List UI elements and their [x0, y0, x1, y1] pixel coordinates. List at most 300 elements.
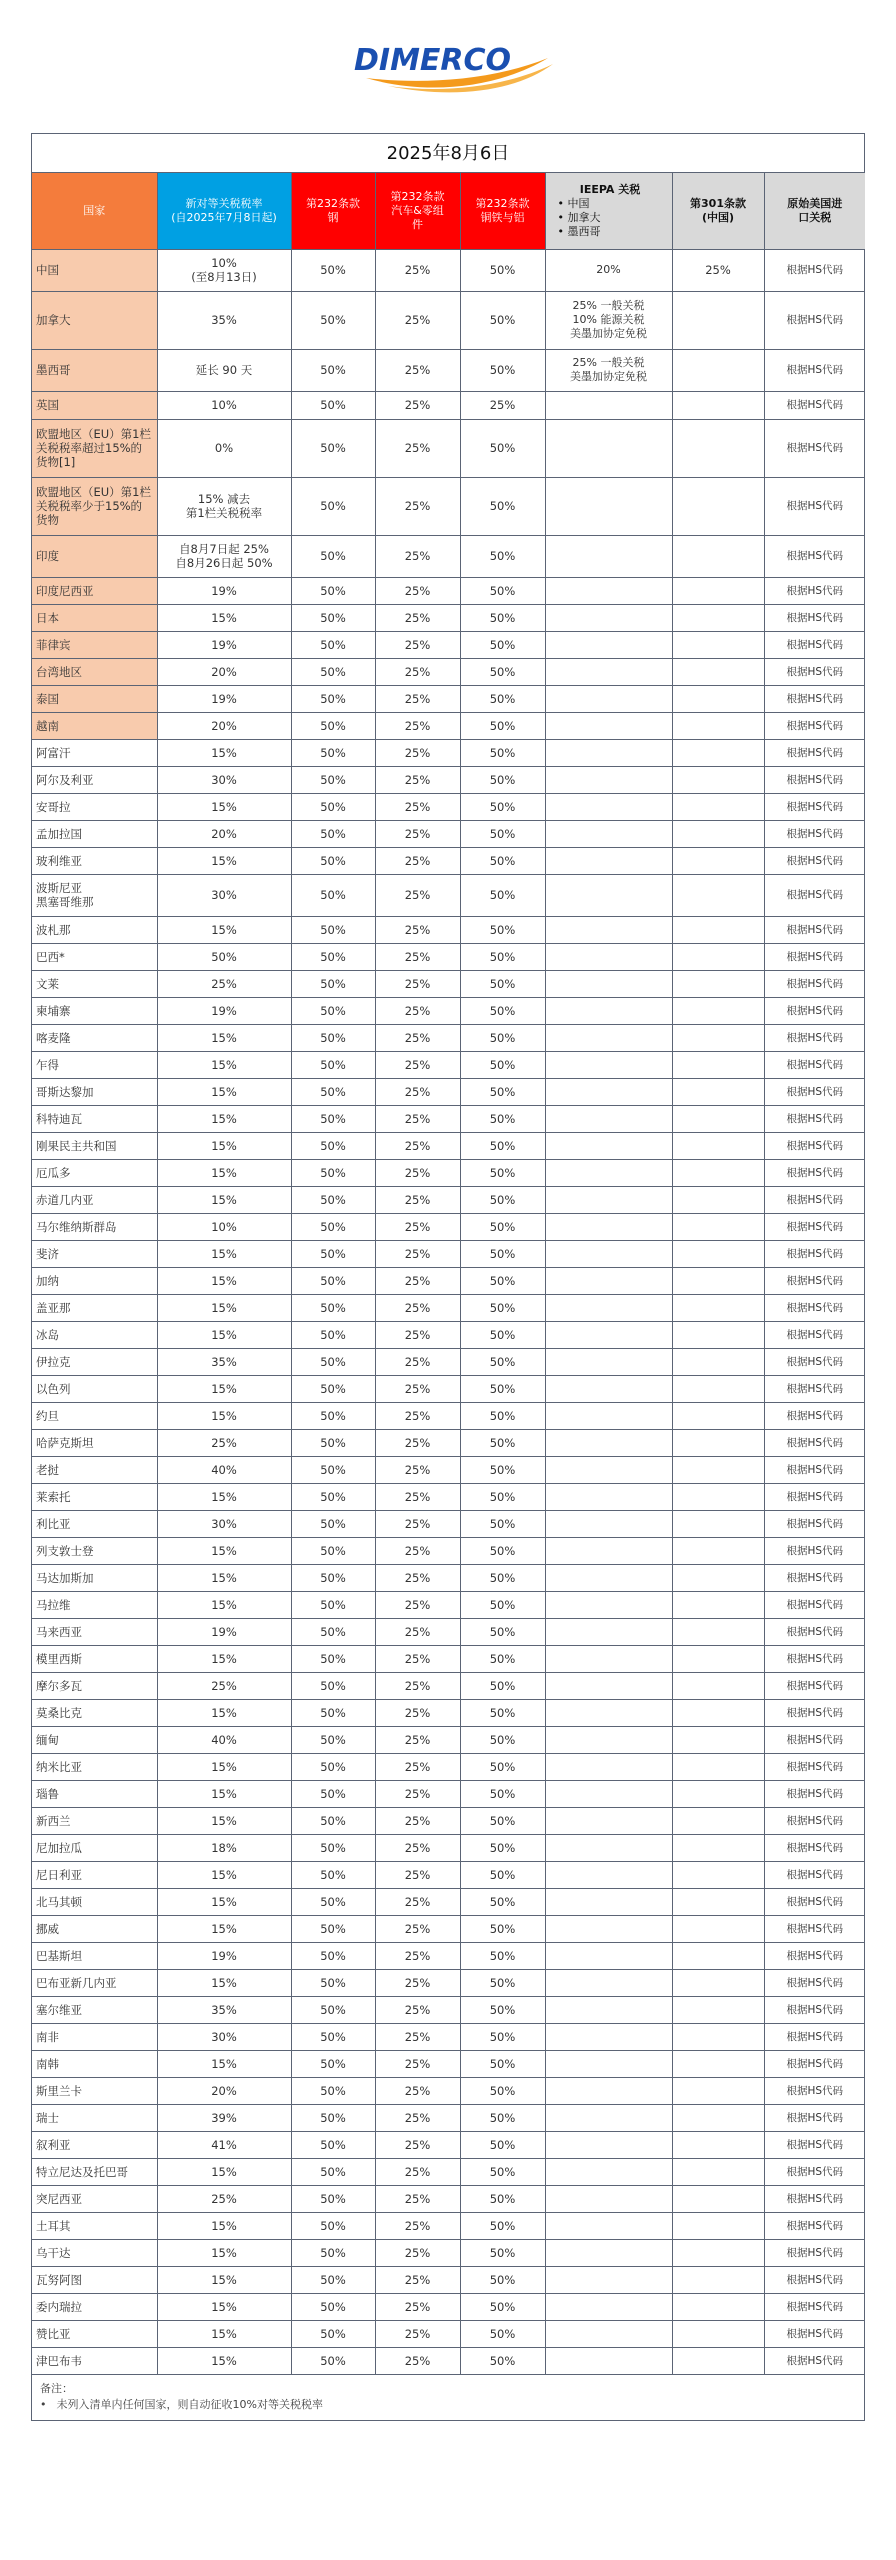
- cell-232-steel: 50%: [291, 604, 375, 631]
- cell-232-copper: 50%: [460, 970, 545, 997]
- cell-232-steel: 50%: [291, 2131, 375, 2158]
- table-row: [32, 2104, 865, 2131]
- cell-301: [672, 1942, 764, 1969]
- table-row: [32, 1294, 865, 1321]
- table-row: [32, 2320, 865, 2347]
- cell-original-duty: 根据HS代码: [764, 2077, 865, 2104]
- cell-232-auto: 25%: [375, 943, 460, 970]
- table-row: [32, 2050, 865, 2077]
- table-row: [32, 685, 865, 712]
- cell-new-rate: 19%: [157, 685, 291, 712]
- cell-232-auto: 25%: [375, 291, 460, 349]
- table-row: [32, 1213, 865, 1240]
- cell-232-auto: 25%: [375, 1105, 460, 1132]
- cell-301: [672, 1861, 764, 1888]
- cell-232-auto: 25%: [375, 1834, 460, 1861]
- table-row: [32, 249, 865, 291]
- cell-ieepa: [545, 604, 672, 631]
- footnote: [32, 2375, 864, 2420]
- cell-original-duty: 根据HS代码: [764, 1348, 865, 1375]
- cell-232-auto: 25%: [375, 1861, 460, 1888]
- cell-301: [672, 847, 764, 874]
- cell-301: [672, 2104, 764, 2131]
- cell-original-duty: 根据HS代码: [764, 820, 865, 847]
- cell-new-rate: 15%: [157, 2050, 291, 2077]
- cell-new-rate: 15%: [157, 1375, 291, 1402]
- cell-301: [672, 916, 764, 943]
- cell-new-rate: 40%: [157, 1726, 291, 1753]
- cell-ieepa: [545, 1807, 672, 1834]
- cell-new-rate: 15%: [157, 2212, 291, 2239]
- cell-country: 乍得: [32, 1051, 157, 1078]
- cell-ieepa: [545, 2050, 672, 2077]
- cell-original-duty: 根据HS代码: [764, 1699, 865, 1726]
- cell-original-duty: 根据HS代码: [764, 419, 865, 477]
- cell-232-auto: 25%: [375, 1294, 460, 1321]
- cell-new-rate: 30%: [157, 874, 291, 916]
- cell-new-rate: 19%: [157, 577, 291, 604]
- cell-232-steel: 50%: [291, 1402, 375, 1429]
- cell-ieepa: [545, 1564, 672, 1591]
- cell-232-steel: 50%: [291, 1051, 375, 1078]
- cell-country: 瑙鲁: [32, 1780, 157, 1807]
- cell-original-duty: 根据HS代码: [764, 1996, 865, 2023]
- cell-ieepa: [545, 2104, 672, 2131]
- table-row: [32, 391, 865, 419]
- table-row: [32, 1996, 865, 2023]
- cell-232-copper: 50%: [460, 1834, 545, 1861]
- cell-232-auto: 25%: [375, 1726, 460, 1753]
- cell-232-auto: 25%: [375, 1186, 460, 1213]
- cell-232-steel: 50%: [291, 1645, 375, 1672]
- cell-301: [672, 1186, 764, 1213]
- cell-original-duty: 根据HS代码: [764, 1024, 865, 1051]
- cell-232-copper: 50%: [460, 477, 545, 535]
- cell-original-duty: 根据HS代码: [764, 1105, 865, 1132]
- cell-country: 巴布亚新几内亚: [32, 1969, 157, 1996]
- cell-original-duty: 根据HS代码: [764, 2293, 865, 2320]
- cell-232-steel: 50%: [291, 2023, 375, 2050]
- cell-country: 玻利维亚: [32, 847, 157, 874]
- cell-232-copper: 50%: [460, 1726, 545, 1753]
- cell-232-steel: 50%: [291, 970, 375, 997]
- cell-232-auto: 25%: [375, 874, 460, 916]
- cell-original-duty: 根据HS代码: [764, 391, 865, 419]
- cell-301: [672, 1645, 764, 1672]
- cell-232-auto: 25%: [375, 685, 460, 712]
- cell-301: [672, 712, 764, 739]
- table-row: [32, 2212, 865, 2239]
- table-row: [32, 1807, 865, 1834]
- cell-country: 台湾地区: [32, 658, 157, 685]
- cell-232-steel: 50%: [291, 766, 375, 793]
- cell-ieepa: [545, 1375, 672, 1402]
- cell-232-copper: 25%: [460, 391, 545, 419]
- cell-new-rate: 15%: [157, 1105, 291, 1132]
- cell-232-steel: 50%: [291, 1240, 375, 1267]
- cell-232-auto: 25%: [375, 1348, 460, 1375]
- cell-ieepa: [545, 477, 672, 535]
- cell-232-auto: 25%: [375, 477, 460, 535]
- cell-ieepa: [545, 1699, 672, 1726]
- cell-301: [672, 1348, 764, 1375]
- header-ieepa-title: IEEPA 关税: [579, 182, 641, 196]
- table-row: [32, 2185, 865, 2212]
- cell-232-steel: 50%: [291, 943, 375, 970]
- cell-new-rate: 15%: [157, 1024, 291, 1051]
- table-row: [32, 1267, 865, 1294]
- table-row: [32, 1186, 865, 1213]
- cell-301: [672, 2347, 764, 2374]
- cell-301: [672, 766, 764, 793]
- cell-232-steel: 50%: [291, 1996, 375, 2023]
- cell-original-duty: 根据HS代码: [764, 685, 865, 712]
- cell-232-steel: 50%: [291, 2077, 375, 2104]
- cell-new-rate: 15%: [157, 2239, 291, 2266]
- cell-232-auto: 25%: [375, 2158, 460, 2185]
- cell-country: 马尔维纳斯群岛: [32, 1213, 157, 1240]
- cell-original-duty: 根据HS代码: [764, 291, 865, 349]
- cell-232-copper: 50%: [460, 2077, 545, 2104]
- cell-232-copper: 50%: [460, 1024, 545, 1051]
- cell-232-copper: 50%: [460, 1132, 545, 1159]
- table-row: [32, 1159, 865, 1186]
- cell-new-rate: 40%: [157, 1456, 291, 1483]
- cell-country: 列支敦士登: [32, 1537, 157, 1564]
- cell-232-copper: 50%: [460, 2104, 545, 2131]
- cell-232-auto: 25%: [375, 2185, 460, 2212]
- cell-ieepa: [545, 1861, 672, 1888]
- cell-new-rate: 15%: [157, 1186, 291, 1213]
- table-row: [32, 847, 865, 874]
- cell-232-steel: 50%: [291, 1348, 375, 1375]
- cell-232-steel: 50%: [291, 2266, 375, 2293]
- cell-new-rate: 15%: [157, 1051, 291, 1078]
- cell-ieepa: [545, 2023, 672, 2050]
- cell-232-auto: 25%: [375, 535, 460, 577]
- cell-301: [672, 2266, 764, 2293]
- cell-ieepa: [545, 2158, 672, 2185]
- cell-original-duty: 根据HS代码: [764, 658, 865, 685]
- cell-original-duty: 根据HS代码: [764, 1186, 865, 1213]
- cell-232-auto: 25%: [375, 793, 460, 820]
- cell-232-copper: 50%: [460, 1240, 545, 1267]
- cell-301: [672, 1402, 764, 1429]
- cell-232-auto: 25%: [375, 1618, 460, 1645]
- cell-232-steel: 50%: [291, 712, 375, 739]
- cell-301: [672, 1483, 764, 1510]
- cell-232-auto: 25%: [375, 631, 460, 658]
- table-row: [32, 1969, 865, 1996]
- header-ieepa-item: • 加拿大: [558, 211, 669, 225]
- cell-country: 尼加拉瓜: [32, 1834, 157, 1861]
- cell-232-copper: 50%: [460, 1456, 545, 1483]
- table-row: [32, 1321, 865, 1348]
- table-row: [32, 349, 865, 391]
- cell-232-steel: 50%: [291, 2320, 375, 2347]
- cell-ieepa: [545, 1024, 672, 1051]
- cell-country: 安哥拉: [32, 793, 157, 820]
- cell-new-rate: 20%: [157, 712, 291, 739]
- table-row: [32, 1402, 865, 1429]
- cell-232-steel: 50%: [291, 1456, 375, 1483]
- cell-232-copper: 50%: [460, 291, 545, 349]
- cell-original-duty: 根据HS代码: [764, 1564, 865, 1591]
- cell-ieepa: [545, 2347, 672, 2374]
- cell-301: [672, 1105, 764, 1132]
- cell-country: 马达加斯加: [32, 1564, 157, 1591]
- cell-232-copper: 50%: [460, 739, 545, 766]
- cell-original-duty: 根据HS代码: [764, 2131, 865, 2158]
- cell-301: [672, 1888, 764, 1915]
- cell-232-steel: 50%: [291, 1969, 375, 1996]
- cell-new-rate: 15%: [157, 2293, 291, 2320]
- cell-232-copper: 50%: [460, 1402, 545, 1429]
- cell-new-rate: 0%: [157, 419, 291, 477]
- table-row: [32, 1726, 865, 1753]
- table-row: [32, 419, 865, 477]
- cell-232-steel: 50%: [291, 349, 375, 391]
- cell-new-rate: 30%: [157, 2023, 291, 2050]
- cell-original-duty: 根据HS代码: [764, 2185, 865, 2212]
- cell-ieepa: [545, 1186, 672, 1213]
- cell-original-duty: 根据HS代码: [764, 1267, 865, 1294]
- cell-301: [672, 1726, 764, 1753]
- table-row: [32, 604, 865, 631]
- cell-country: 北马其顿: [32, 1888, 157, 1915]
- cell-ieepa: [545, 1618, 672, 1645]
- cell-country: 老挝: [32, 1456, 157, 1483]
- cell-301: [672, 1159, 764, 1186]
- cell-original-duty: 根据HS代码: [764, 766, 865, 793]
- cell-original-duty: 根据HS代码: [764, 1456, 865, 1483]
- table-row: [32, 916, 865, 943]
- cell-original-duty: 根据HS代码: [764, 916, 865, 943]
- table-row: [32, 1780, 865, 1807]
- cell-new-rate: 15%: [157, 1807, 291, 1834]
- cell-country: 波斯尼亚 黑塞哥维那: [32, 874, 157, 916]
- cell-232-steel: 50%: [291, 1618, 375, 1645]
- cell-new-rate: 15%: [157, 1537, 291, 1564]
- footnote-label: 备注：: [40, 2381, 73, 2395]
- cell-ieepa: [545, 1915, 672, 1942]
- cell-ieepa: [545, 1294, 672, 1321]
- cell-ieepa: [545, 847, 672, 874]
- cell-original-duty: 根据HS代码: [764, 1483, 865, 1510]
- cell-232-auto: 25%: [375, 2131, 460, 2158]
- cell-ieepa: [545, 874, 672, 916]
- table-row: [32, 2023, 865, 2050]
- cell-new-rate: 41%: [157, 2131, 291, 2158]
- table-row: [32, 477, 865, 535]
- table-row: [32, 1429, 865, 1456]
- cell-232-auto: 25%: [375, 2104, 460, 2131]
- cell-new-rate: 10%: [157, 391, 291, 419]
- cell-232-copper: 50%: [460, 1591, 545, 1618]
- table-row: [32, 1564, 865, 1591]
- cell-301: [672, 477, 764, 535]
- cell-232-steel: 50%: [291, 916, 375, 943]
- cell-new-rate: 15%: [157, 1591, 291, 1618]
- table-row: [32, 1834, 865, 1861]
- cell-301: [672, 739, 764, 766]
- cell-232-steel: 50%: [291, 1132, 375, 1159]
- table-row: [32, 1672, 865, 1699]
- table-row: [32, 1456, 865, 1483]
- table-row: [32, 1591, 865, 1618]
- cell-232-steel: 50%: [291, 535, 375, 577]
- cell-232-auto: 25%: [375, 419, 460, 477]
- cell-232-auto: 25%: [375, 2239, 460, 2266]
- table-row: [32, 1483, 865, 1510]
- cell-original-duty: 根据HS代码: [764, 1807, 865, 1834]
- table-row: [32, 1510, 865, 1537]
- cell-country: 利比亚: [32, 1510, 157, 1537]
- cell-232-auto: 25%: [375, 2293, 460, 2320]
- table-row: [32, 766, 865, 793]
- cell-country: 南非: [32, 2023, 157, 2050]
- header-row: [32, 173, 865, 249]
- cell-ieepa: [545, 2266, 672, 2293]
- cell-original-duty: 根据HS代码: [764, 1915, 865, 1942]
- cell-301: [672, 1915, 764, 1942]
- cell-ieepa: [545, 1834, 672, 1861]
- cell-232-copper: 50%: [460, 2266, 545, 2293]
- cell-232-steel: 50%: [291, 1753, 375, 1780]
- cell-ieepa: [545, 820, 672, 847]
- cell-original-duty: 根据HS代码: [764, 2239, 865, 2266]
- cell-232-copper: 50%: [460, 2158, 545, 2185]
- cell-232-steel: 50%: [291, 477, 375, 535]
- cell-301: [672, 2293, 764, 2320]
- cell-country: 摩尔多瓦: [32, 1672, 157, 1699]
- cell-original-duty: 根据HS代码: [764, 997, 865, 1024]
- cell-new-rate: 19%: [157, 997, 291, 1024]
- cell-country: 马来西亚: [32, 1618, 157, 1645]
- cell-new-rate: 19%: [157, 631, 291, 658]
- cell-232-auto: 25%: [375, 1051, 460, 1078]
- cell-232-copper: 50%: [460, 820, 545, 847]
- cell-232-steel: 50%: [291, 1672, 375, 1699]
- cell-301: [672, 391, 764, 419]
- cell-301: [672, 1537, 764, 1564]
- cell-ieepa: [545, 1537, 672, 1564]
- cell-232-auto: 25%: [375, 2320, 460, 2347]
- cell-232-steel: 50%: [291, 1591, 375, 1618]
- cell-232-auto: 25%: [375, 1780, 460, 1807]
- cell-new-rate: 15%: [157, 1564, 291, 1591]
- cell-232-copper: 50%: [460, 1915, 545, 1942]
- tariff-table: [32, 173, 865, 2375]
- table-row: [32, 739, 865, 766]
- cell-ieepa: 20%: [545, 249, 672, 291]
- cell-country: 津巴布韦: [32, 2347, 157, 2374]
- cell-original-duty: 根据HS代码: [764, 1402, 865, 1429]
- cell-232-copper: 50%: [460, 1942, 545, 1969]
- cell-232-auto: 25%: [375, 391, 460, 419]
- cell-ieepa: [545, 2077, 672, 2104]
- cell-country: 马拉维: [32, 1591, 157, 1618]
- cell-original-duty: 根据HS代码: [764, 739, 865, 766]
- cell-country: 日本: [32, 604, 157, 631]
- cell-232-auto: 25%: [375, 1996, 460, 2023]
- cell-ieepa: [545, 712, 672, 739]
- cell-232-steel: 50%: [291, 2104, 375, 2131]
- cell-country: 赞比亚: [32, 2320, 157, 2347]
- cell-232-auto: 25%: [375, 1456, 460, 1483]
- cell-232-steel: 50%: [291, 2212, 375, 2239]
- cell-ieepa: [545, 997, 672, 1024]
- cell-country: 喀麦隆: [32, 1024, 157, 1051]
- cell-original-duty: 根据HS代码: [764, 1429, 865, 1456]
- cell-301: [672, 1699, 764, 1726]
- cell-232-copper: 50%: [460, 1105, 545, 1132]
- cell-301: [672, 577, 764, 604]
- cell-232-auto: 25%: [375, 1267, 460, 1294]
- cell-new-rate: 15%: [157, 1483, 291, 1510]
- cell-new-rate: 25%: [157, 1672, 291, 1699]
- cell-original-duty: 根据HS代码: [764, 1753, 865, 1780]
- cell-ieepa: [545, 1267, 672, 1294]
- cell-232-copper: 50%: [460, 712, 545, 739]
- cell-country: 委内瑞拉: [32, 2293, 157, 2320]
- cell-232-copper: 50%: [460, 535, 545, 577]
- cell-232-auto: 25%: [375, 1024, 460, 1051]
- cell-232-steel: 50%: [291, 391, 375, 419]
- table-row: [32, 1537, 865, 1564]
- cell-301: [672, 1672, 764, 1699]
- header-original-duty: 原始美国进 口关税: [764, 173, 865, 249]
- cell-ieepa: [545, 1213, 672, 1240]
- cell-232-steel: 50%: [291, 1888, 375, 1915]
- cell-232-auto: 25%: [375, 2077, 460, 2104]
- cell-232-copper: 50%: [460, 2347, 545, 2374]
- cell-301: [672, 2239, 764, 2266]
- cell-232-copper: 50%: [460, 249, 545, 291]
- table-row: [32, 712, 865, 739]
- cell-country: 波札那: [32, 916, 157, 943]
- cell-232-auto: 25%: [375, 970, 460, 997]
- cell-232-auto: 25%: [375, 1402, 460, 1429]
- cell-ieepa: [545, 2320, 672, 2347]
- footnote-bullet: • 未列入清单内任何国家，则自动征收10%对等关税税率: [40, 2396, 856, 2412]
- cell-country: 南韩: [32, 2050, 157, 2077]
- cell-country: 以色列: [32, 1375, 157, 1402]
- cell-original-duty: 根据HS代码: [764, 1159, 865, 1186]
- cell-232-steel: 50%: [291, 1186, 375, 1213]
- cell-original-duty: 根据HS代码: [764, 793, 865, 820]
- cell-232-copper: 50%: [460, 943, 545, 970]
- header-301: 第301条款 (中国): [672, 173, 764, 249]
- cell-country: 科特迪瓦: [32, 1105, 157, 1132]
- cell-232-copper: 50%: [460, 766, 545, 793]
- cell-301: [672, 1834, 764, 1861]
- cell-new-rate: 10%: [157, 1213, 291, 1240]
- cell-country: 冰岛: [32, 1321, 157, 1348]
- cell-new-rate: 15%: [157, 2347, 291, 2374]
- cell-301: [672, 793, 764, 820]
- cell-232-steel: 50%: [291, 2050, 375, 2077]
- cell-ieepa: [545, 631, 672, 658]
- cell-232-auto: 25%: [375, 658, 460, 685]
- cell-232-steel: 50%: [291, 1267, 375, 1294]
- cell-232-steel: 50%: [291, 1375, 375, 1402]
- table-row: [32, 1375, 865, 1402]
- cell-country: 泰国: [32, 685, 157, 712]
- table-row: [32, 1699, 865, 1726]
- cell-301: [672, 604, 764, 631]
- cell-ieepa: [545, 1159, 672, 1186]
